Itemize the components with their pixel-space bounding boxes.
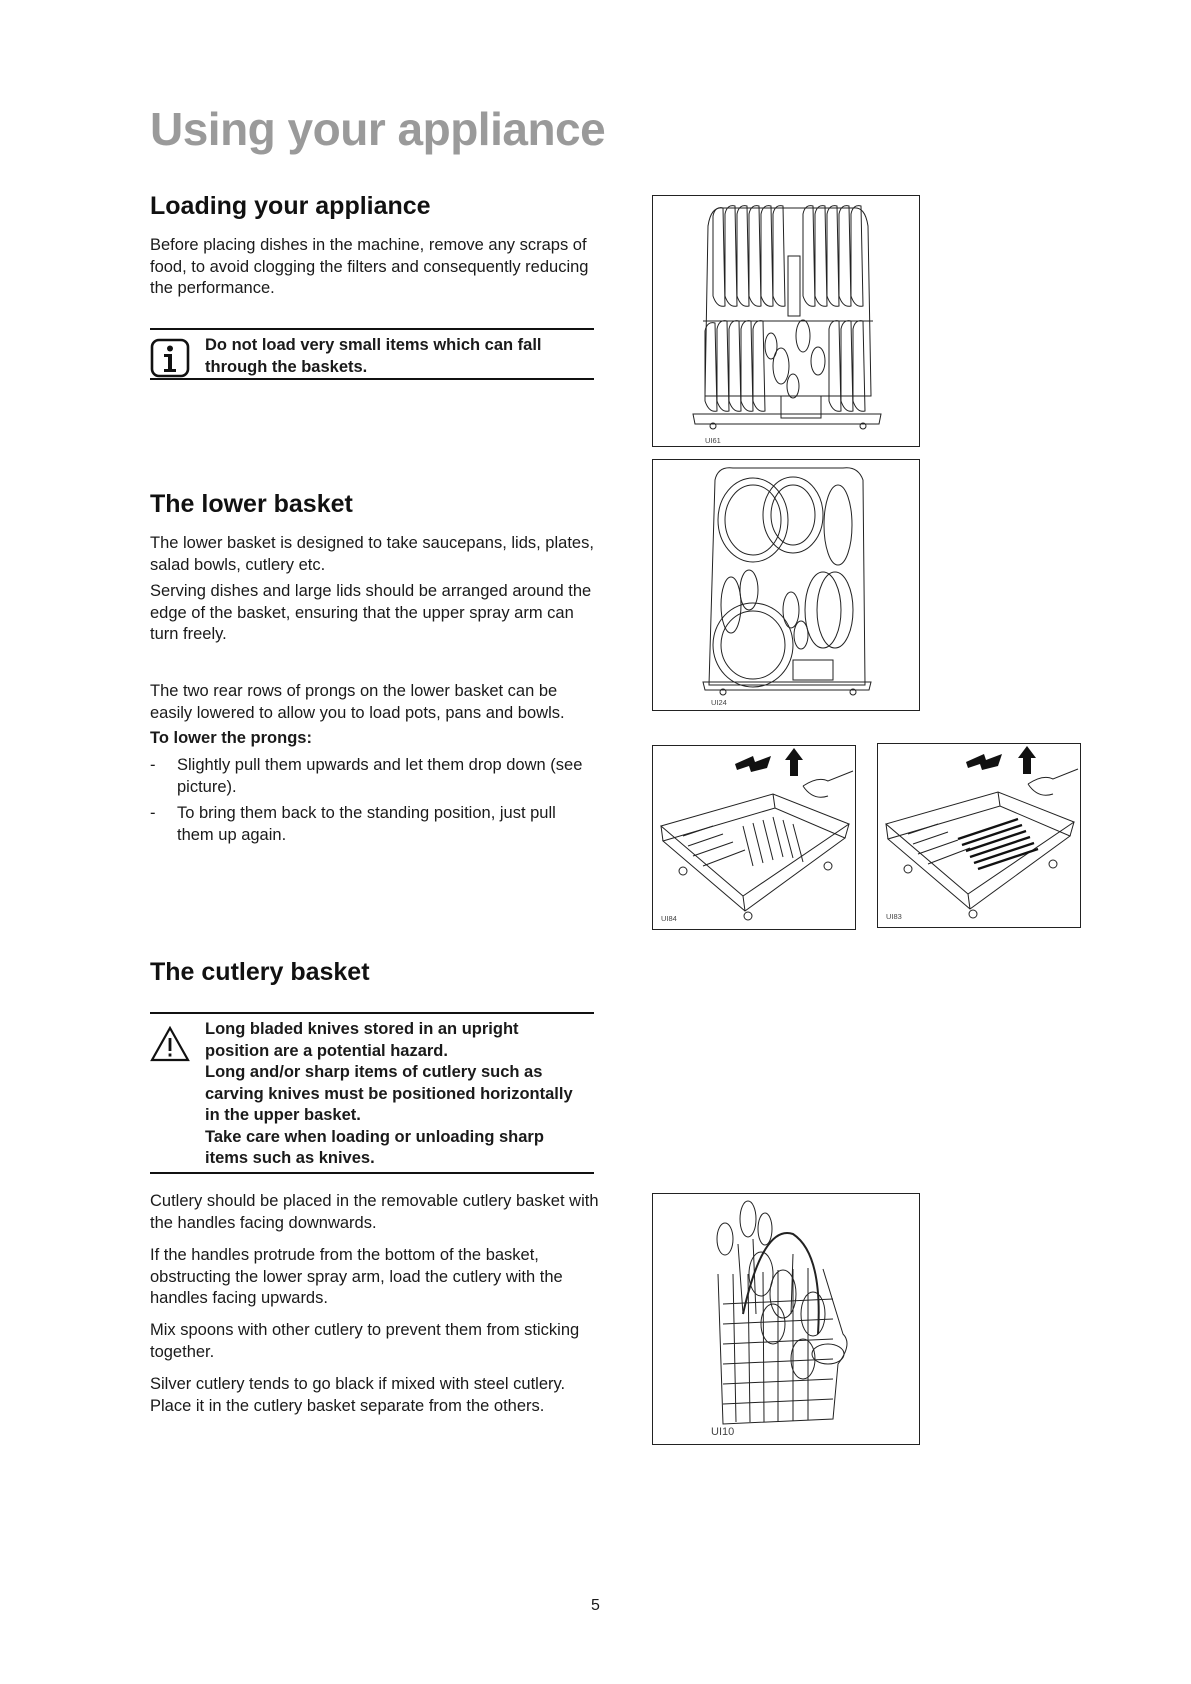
warning-notice-text — [205, 1019, 588, 1170]
lower-basket-illustration — [653, 460, 919, 710]
figure-code: UI84 — [661, 914, 677, 923]
basket-prongs-illustration — [653, 746, 855, 929]
page-title: Using your appliance — [150, 103, 606, 155]
warning-line-7: items such as knives. — [205, 1149, 375, 1167]
step-item — [150, 755, 590, 798]
info-notice-line-2: through the baskets. — [205, 357, 368, 376]
lower-basket-heading: The lower basket — [150, 490, 353, 518]
step-dash: - — [150, 804, 156, 822]
warning-line-5: in the upper basket. — [205, 1106, 361, 1124]
figure-code: UI24 — [711, 698, 727, 707]
prongs-label: To lower the prongs: — [150, 729, 312, 747]
figure-code: UI61 — [705, 436, 721, 445]
loading-heading: Loading your appliance — [150, 192, 431, 220]
cutlery-paragraph-4: Silver cutlery tends to go black if mixed with steel cutlery. Place it in the cutlery basket separate from the others. — [150, 1375, 566, 1415]
warning-triangle-icon — [150, 1026, 190, 1067]
lower-basket-paragraph-1: The lower basket is designed to take saucepans, lids, plates, salad bowls, cutlery etc. — [150, 534, 594, 574]
warning-notice — [150, 1012, 594, 1174]
figure-code: UI83 — [886, 912, 902, 921]
info-notice — [150, 328, 594, 380]
step-text: Slightly pull them upwards and let them drop down (see picture). — [177, 756, 583, 796]
prongs-steps — [150, 755, 590, 851]
cutlery-paragraph-3: Mix spoons with other cutlery to prevent them from sticking together. — [150, 1321, 580, 1361]
figure-lower-basket-loaded — [652, 459, 920, 711]
cutlery-paragraph-2: If the handles protrude from the bottom of the basket, obstructing the lower spray arm, load the cutlery with the handles facing upwards. — [150, 1246, 563, 1307]
page-number: 5 — [591, 1597, 600, 1614]
lower-basket-paragraph-3: The two rear rows of prongs on the lower basket can be easily lowered to allow you to load pots, pans and bowls. — [150, 682, 565, 722]
step-dash: - — [150, 756, 156, 774]
basket-prongs-lowered-illustration — [878, 744, 1080, 927]
figure-plates-loaded — [652, 195, 920, 447]
warning-line-6: Take care when loading or unloading sharp — [205, 1127, 544, 1146]
info-notice-text — [205, 335, 588, 378]
info-notice-line-1: Do not load very small items which can fall — [205, 336, 542, 354]
plates-illustration — [653, 196, 919, 446]
figure-prongs-lowering-2 — [877, 743, 1081, 928]
figure-code: UI10 — [711, 1426, 735, 1438]
cutlery-heading: The cutlery basket — [150, 958, 370, 986]
lower-basket-paragraph-2: Serving dishes and large lids should be arranged around the edge of the basket, ensuring that the upper spray arm can turn freely. — [150, 582, 592, 643]
cutlery-basket-illustration — [653, 1194, 919, 1444]
warning-line-1: Long bladed knives stored in an upright — [205, 1020, 519, 1038]
step-item — [150, 803, 590, 846]
cutlery-paragraph-1: Cutlery should be placed in the removable cutlery basket with the handles facing downwards. — [150, 1192, 599, 1232]
warning-line-2: position are a potential hazard. — [205, 1041, 448, 1060]
figure-cutlery-basket — [652, 1193, 920, 1445]
info-icon — [150, 338, 190, 383]
step-text: To bring them back to the standing position, just pull them up again. — [177, 804, 556, 844]
warning-line-3: Long and/or sharp items of cutlery such as — [205, 1063, 543, 1081]
loading-paragraph: Before placing dishes in the machine, remove any scraps of food, to avoid clogging the filters and consequently reducing the performance. — [150, 236, 589, 297]
figure-prongs-lowering-1 — [652, 745, 856, 930]
warning-line-4: carving knives must be positioned horizontally — [205, 1084, 573, 1103]
